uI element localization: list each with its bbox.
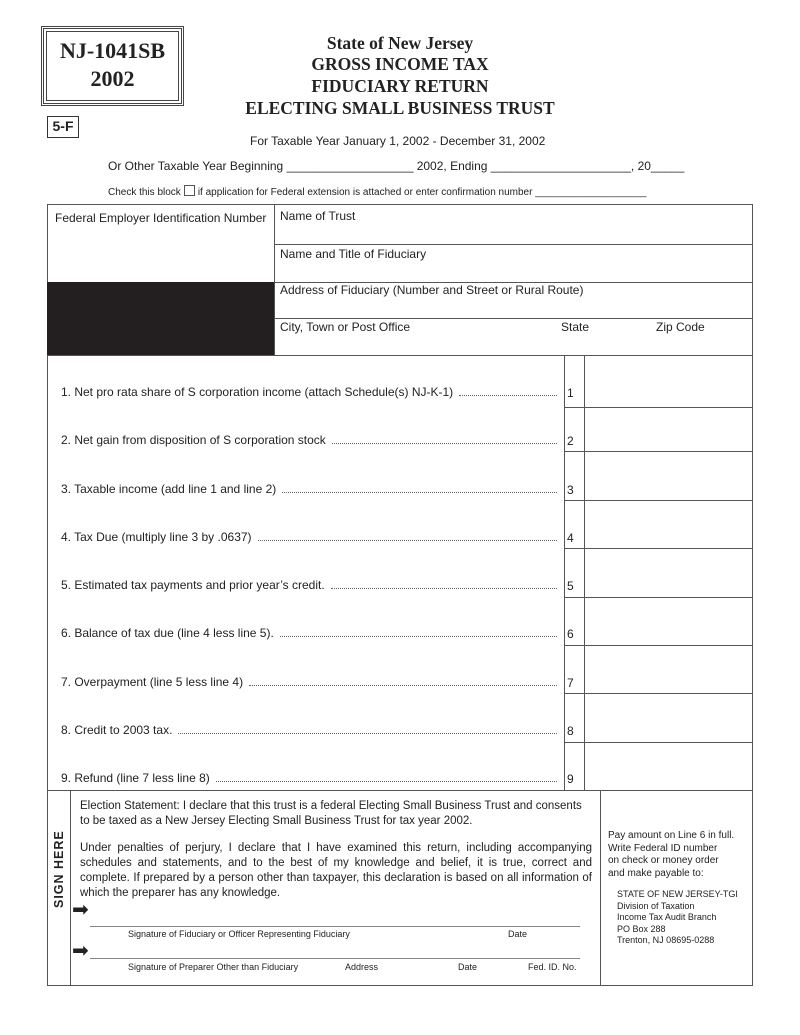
title-state: State of New Jersey — [326, 33, 474, 53]
line-6: 6. Balance of tax due (line 4 less line 5). — [61, 626, 561, 640]
title-return: FIDUCIARY RETURN — [311, 76, 489, 96]
amount-input-4[interactable] — [585, 501, 752, 548]
blacked-out-block — [47, 282, 274, 355]
taxable-year: For Taxable Year January 1, 2002 - December 31, 2002 — [250, 134, 546, 148]
name-of-trust-field[interactable]: Name of Trust — [280, 209, 356, 223]
amount-input-5[interactable] — [585, 549, 752, 597]
sig1-label: Signature of Fiduciary or Officer Representing Fiduciary — [128, 929, 350, 939]
fiduciary-signature-line[interactable] — [90, 926, 580, 927]
sig2-address-label: Address — [345, 962, 379, 972]
election-statement: Election Statement: I declare that this trust is a federal Electing Small Business Trust and consents to be taxed as a New Jersey Electing Small Business Trust for tax year 2002. — [80, 800, 582, 827]
line-number: 5 — [567, 579, 574, 593]
check-label: Check this block — [108, 187, 181, 198]
sig2-date-label: Date — [458, 962, 478, 972]
line-number: 8 — [567, 724, 574, 738]
payment-address: STATE OF NEW JERSEY-TGI Division of Taxation Income Tax Audit Branch PO Box 288 Trenton, NJ 08695-0288 — [617, 889, 738, 945]
city-field[interactable]: City, Town or Post Office — [280, 320, 411, 334]
line-number: 7 — [567, 676, 574, 690]
fiduciary-field[interactable]: Name and Title of Fiduciary — [280, 247, 427, 261]
sig1-date-label: Date — [508, 929, 528, 939]
line-number: 2 — [567, 434, 574, 448]
line-8: 8. Credit to 2003 tax. — [61, 723, 561, 737]
amount-input-3[interactable] — [585, 452, 752, 500]
form-id: NJ-1041SB — [59, 38, 166, 63]
zip-field[interactable]: Zip Code — [656, 320, 705, 334]
line-number: 3 — [567, 483, 574, 497]
line-4: 4. Tax Due (multiply line 3 by .0637) — [61, 530, 561, 544]
other-taxable-year[interactable]: Or Other Taxable Year Beginning ___________________ 2002, Ending _____________________, 20_____ — [108, 159, 685, 173]
amount-input-8[interactable] — [585, 694, 752, 742]
amount-input-9[interactable] — [585, 743, 752, 790]
amount-input-7[interactable] — [585, 646, 752, 693]
line-1: 1. Net pro rata share of S corporation income (attach Schedule(s) NJ-K-1) — [61, 385, 561, 399]
preparer-signature-line[interactable] — [90, 958, 580, 959]
line-2: 2. Net gain from disposition of S corporation stock — [61, 433, 561, 447]
check-text[interactable]: if application for Federal extension is attached or enter confirmation number ____________________ — [197, 187, 647, 198]
line-number: 4 — [567, 531, 574, 545]
extension-check-row — [108, 185, 646, 198]
line-number: 9 — [567, 772, 574, 786]
amount-input-2[interactable] — [585, 408, 752, 451]
amount-input-1[interactable] — [585, 356, 752, 407]
sig2-label: Signature of Preparer Other than Fiduciary — [128, 962, 299, 972]
address-field[interactable]: Address of Fiduciary (Number and Street or Rural Route) — [280, 283, 584, 297]
form-id-box — [41, 26, 184, 106]
line-number: 6 — [567, 627, 574, 641]
fein-field[interactable]: Federal Employer Identification Number — [55, 211, 267, 225]
perjury-statement: Under penalties of perjury, I declare that I have examined this return, including accompanying schedules and statements, and to the best of my knowledge and belief, it is true, correct and complete. If prepared by a person other than taxpayer, this declaration is based on all information of which the preparer has any knowledge. — [80, 842, 592, 899]
sign-here-label: SIGN HERE — [52, 830, 66, 908]
sig2-fedid-label: Fed. ID. No. — [528, 962, 577, 972]
payment-instructions: Pay amount on Line 6 in full. Write Federal ID number on check or money order and make payable to: — [608, 830, 735, 879]
amount-input-6[interactable] — [585, 598, 752, 645]
line-5: 5. Estimated tax payments and prior year’s credit. — [61, 578, 561, 592]
line-9: 9. Refund (line 7 less line 8) — [61, 771, 561, 785]
arrow-icon: ➡ — [72, 899, 89, 921]
line-number: 1 — [567, 386, 574, 400]
form-code: 5-F — [47, 116, 79, 138]
line-7: 7. Overpayment (line 5 less line 4) — [61, 675, 561, 689]
state-field[interactable]: State — [561, 320, 590, 334]
extension-checkbox[interactable] — [184, 185, 195, 196]
title-tax: GROSS INCOME TAX — [311, 54, 489, 74]
arrow-icon: ➡ — [72, 940, 89, 962]
line-3: 3. Taxable income (add line 1 and line 2) — [61, 482, 561, 496]
title-trust: ELECTING SMALL BUSINESS TRUST — [245, 98, 555, 118]
form-year: 2002 — [90, 66, 135, 91]
